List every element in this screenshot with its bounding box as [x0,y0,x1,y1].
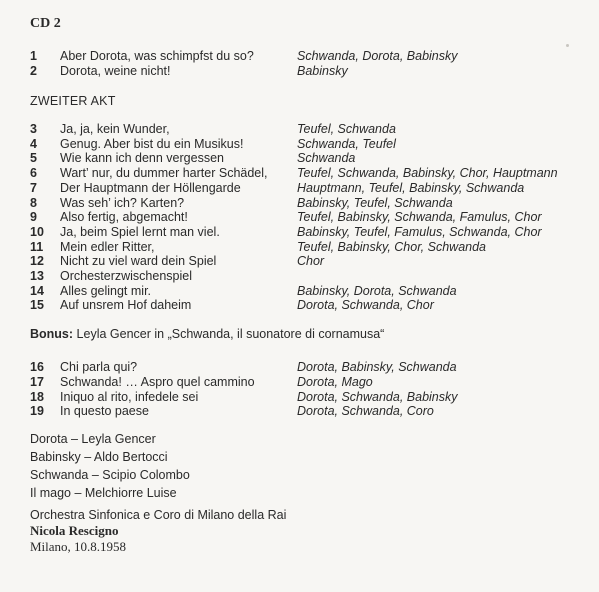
track-number: 19 [30,404,44,419]
track-title: Also fertig, abgemacht! [60,210,188,225]
track-number: 4 [30,136,37,151]
track-roles: Chor [297,254,325,269]
track-title: Alles gelingt mir. [60,283,152,298]
track-number: 8 [30,195,37,210]
track-title: Aber Dorota, was schimpfst du so? [60,49,254,63]
cd-label: CD 2 [30,16,61,31]
paper-speck [566,44,569,47]
track-title: Wart’ nur, du dummer harter Schädel, [60,166,268,181]
track-number: 7 [30,180,37,195]
cast-item: Dorota – Leyla Gencer [30,432,156,446]
track-roles: Babinsky, Teufel, Famulus, Schwanda, Chor [297,224,542,239]
track-number: 16 [30,360,44,374]
track-number: 5 [30,151,37,166]
bonus-text: Leyla Gencer in „Schwanda, il suonatore di cornamusa“ [76,327,385,341]
track-number: 2 [30,64,37,78]
place-date: Milano, 10.8.1958 [30,539,127,554]
track-title: In questo paese [60,404,149,419]
track-title: Chi parla qui? [60,360,138,374]
track-number: 3 [30,122,37,136]
track-roles: Babinsky, Teufel, Schwanda [297,195,453,210]
track-roles: Teufel, Schwanda [297,122,396,136]
track-title: Ja, beim Spiel lernt man viel. [60,224,220,239]
track-number: 17 [30,374,44,389]
track-title: Schwanda! … Aspro quel cammino [60,374,255,389]
track-roles: Dorota, Schwanda, Coro [297,404,434,419]
track-number: 11 [30,239,44,254]
track-title: Was seh’ ich? Karten? [60,195,185,210]
cast-list [30,430,190,502]
track-roles: Teufel, Babinsky, Chor, Schwanda [297,239,487,254]
track-title: Mein edler Ritter, [60,239,155,254]
track-roles: Schwanda, Teufel [297,136,396,151]
track-roles: Schwanda, Dorota, Babinsky [297,49,458,63]
track-number: 14 [30,283,44,298]
track-roles: Teufel, Schwanda, Babinsky, Chor, Hauptmann [297,166,558,181]
track-number: 9 [30,210,37,225]
track-title: Der Hauptmann der Höllengarde [60,180,241,195]
track-number: 15 [30,298,44,313]
track-title: Auf unsrem Hof daheim [60,298,192,313]
track-roles: Teufel, Babinsky, Schwanda, Famulus, Chor [297,210,542,225]
track-roles: Hauptmann, Teufel, Babinsky, Schwanda [297,180,525,195]
track-title: Wie kann ich denn vergessen [60,151,224,166]
orchestra: Orchestra Sinfonica e Coro di Milano della Rai [30,508,287,522]
cast-item: Schwanda – Scipio Colombo [30,468,190,482]
track-title: Nicht zu viel ward dein Spiel [60,254,217,269]
track-title: Ja, ja, kein Wunder, [60,122,170,136]
track-roles: Babinsky [297,64,348,78]
track-title: Dorota, weine nicht! [60,64,171,78]
track-title: Iniquo al rito, infedele sei [60,389,199,404]
track-number: 10 [30,224,44,239]
track-title: Orchesterzwischenspiel [60,269,192,283]
track-number: 13 [30,269,44,283]
track-roles: Babinsky, Dorota, Schwanda [297,283,457,298]
conductor: Nicola Rescigno [30,523,119,538]
track-number: 18 [30,389,44,404]
track-number: 12 [30,254,44,269]
bonus-line [30,327,384,341]
track-roles: Schwanda [297,151,356,166]
cast-item: Il mago – Melchiorre Luise [30,486,177,500]
bonus-label: Bonus: [30,327,74,341]
track-roles: Dorota, Mago [297,374,373,389]
section-heading: ZWEITER AKT [30,94,116,108]
track-title: Genug. Aber bist du ein Musikus! [60,136,244,151]
cast-item: Babinsky – Aldo Bertocci [30,450,168,464]
track-roles: Dorota, Schwanda, Babinsky [297,389,458,404]
track-roles: Dorota, Schwanda, Chor [297,298,434,313]
track-roles: Dorota, Babinsky, Schwanda [297,360,457,374]
track-number: 1 [30,49,37,63]
track-number: 6 [30,166,37,181]
